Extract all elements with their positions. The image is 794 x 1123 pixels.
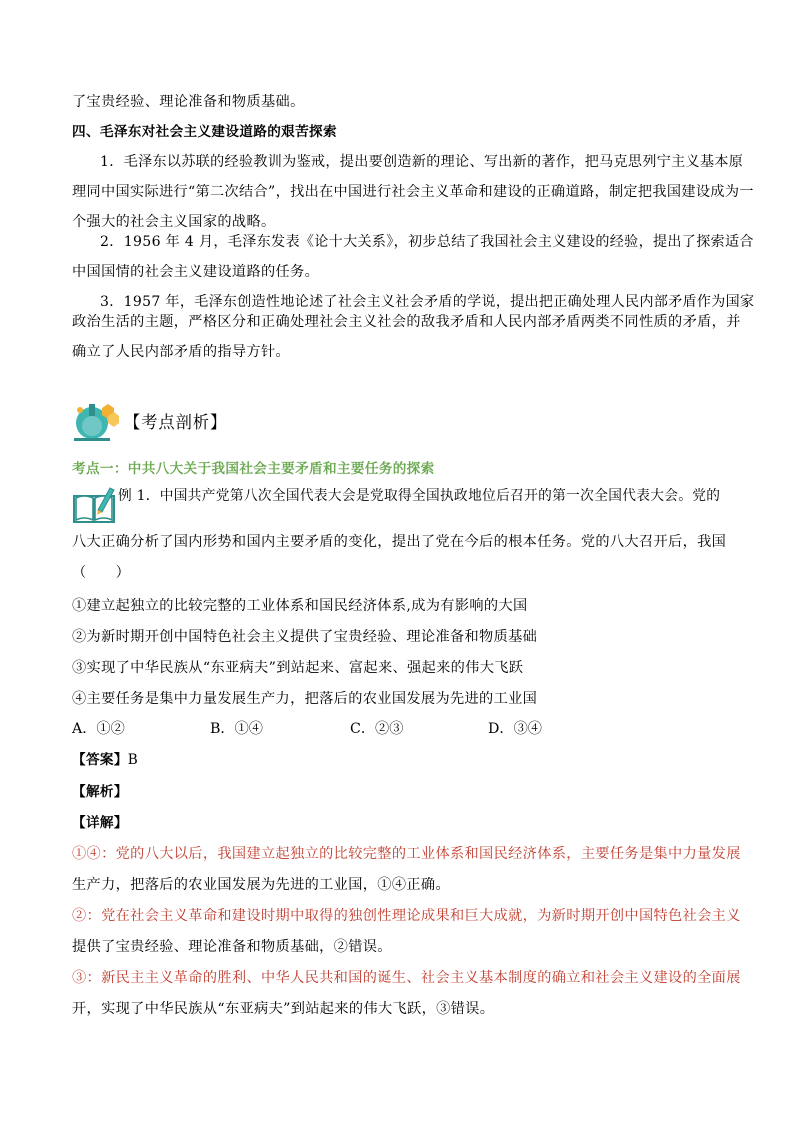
example-blank: （ ） — [72, 565, 131, 581]
detail-line2: 生产力，把落后的农业国发展为先进的工业国，①④正确。 — [72, 877, 450, 893]
example-line2: 八大正确分析了国内形势和国内主要矛盾的变化，提出了党在今后的根本任务。党的八大召开后，我国 — [72, 534, 727, 550]
option-d: D．③④ — [488, 721, 542, 737]
detail-line6: 开，实现了中华民族从“东亚病夫”到站起来的伟大飞跃，③错误。 — [72, 1001, 495, 1017]
detail-line5: ③：新民主主义革命的胜利、中华人民共和国的诞生、社会主义基本制度的确立和社会主义建设的全面展 — [72, 970, 741, 986]
lab-flask-icon — [72, 398, 120, 442]
heading-section-4: 四、毛泽东对社会主义建设道路的艰苦探索 — [72, 124, 337, 140]
kaodian-heading: 考点一：中共八大关于我国社会主要矛盾和主要任务的探索 — [72, 461, 435, 477]
item3-line3: 确立了人民内部矛盾的指导方针。 — [72, 344, 291, 360]
statement-3: ③实现了中华民族从“东亚病夫”到站起来、富起来、强起来的伟大飞跃 — [72, 660, 524, 676]
item2-line2: 中国国情的社会主义建设道路的任务。 — [72, 264, 320, 280]
option-a: A．①② — [72, 721, 125, 737]
analysis-label: 【解析】 — [72, 784, 128, 800]
detail-line1: ①④：党的八大以后，我国建立起独立的比较完整的工业体系和国民经济体系，主要任务是集中力量发展 — [72, 846, 741, 862]
item1-line3: 个强大的社会主义国家的战略。 — [72, 214, 276, 230]
section-title: 【考点剖析】 — [124, 413, 228, 433]
detail-line4: 提供了宝贵经验、理论准备和物质基础，②错误。 — [72, 939, 392, 955]
statement-1: ①建立起独立的比较完整的工业体系和国民经济体系,成为有影响的大国 — [72, 598, 528, 614]
item2-line1: 2．1956 年 4 月，毛泽东发表《论十大关系》，初步总结了我国社会主义建设的经验，提出了探索适合 — [100, 234, 754, 250]
detail-line3: ②：党在社会主义革命和建设时期中取得的独创性理论成果和巨大成就，为新时期开创中国特色社会主义 — [72, 908, 741, 924]
item1-line2: 理同中国实际进行“第二次结合”，找出在中国进行社会主义革命和建设的正确道路，制定把我国建设成为一 — [72, 184, 754, 200]
item3-line2: 政治生活的主题，严格区分和正确处理社会主义社会的敌我矛盾和人民内部矛盾两类不同性质的矛盾，并 — [72, 314, 741, 330]
statement-2: ②为新时期开创中国特色社会主义提供了宝贵经验、理论准备和物质基础 — [72, 629, 538, 645]
statement-4: ④主要任务是集中力量发展生产力，把落后的农业国发展为先进的工业国 — [72, 691, 538, 707]
paragraph-tail: 了宝贵经验、理论准备和物质基础。 — [72, 94, 305, 110]
answer-label: 【答案】 — [72, 752, 128, 768]
answer-value: B — [127, 752, 139, 768]
book-pencil-icon — [72, 484, 116, 524]
option-c: C．②③ — [350, 721, 404, 737]
item3-line1: 3．1957 年，毛泽东创造性地论述了社会主义社会矛盾的学说，提出把正确处理人民内部矛盾作为国家 — [100, 294, 755, 310]
item1-line1: 1．毛泽东以苏联的经验教训为鉴戒，提出要创造新的理论、写出新的著作，把马克思列宁主义基本原 — [100, 154, 744, 170]
example-line1: 例 1．中国共产党第八次全国代表大会是党取得全国执政地位后召开的第一次全国代表大会。党的 — [118, 488, 721, 504]
answer-row — [72, 750, 732, 770]
detail-label: 【详解】 — [72, 815, 128, 831]
option-b: B．①④ — [210, 721, 263, 737]
